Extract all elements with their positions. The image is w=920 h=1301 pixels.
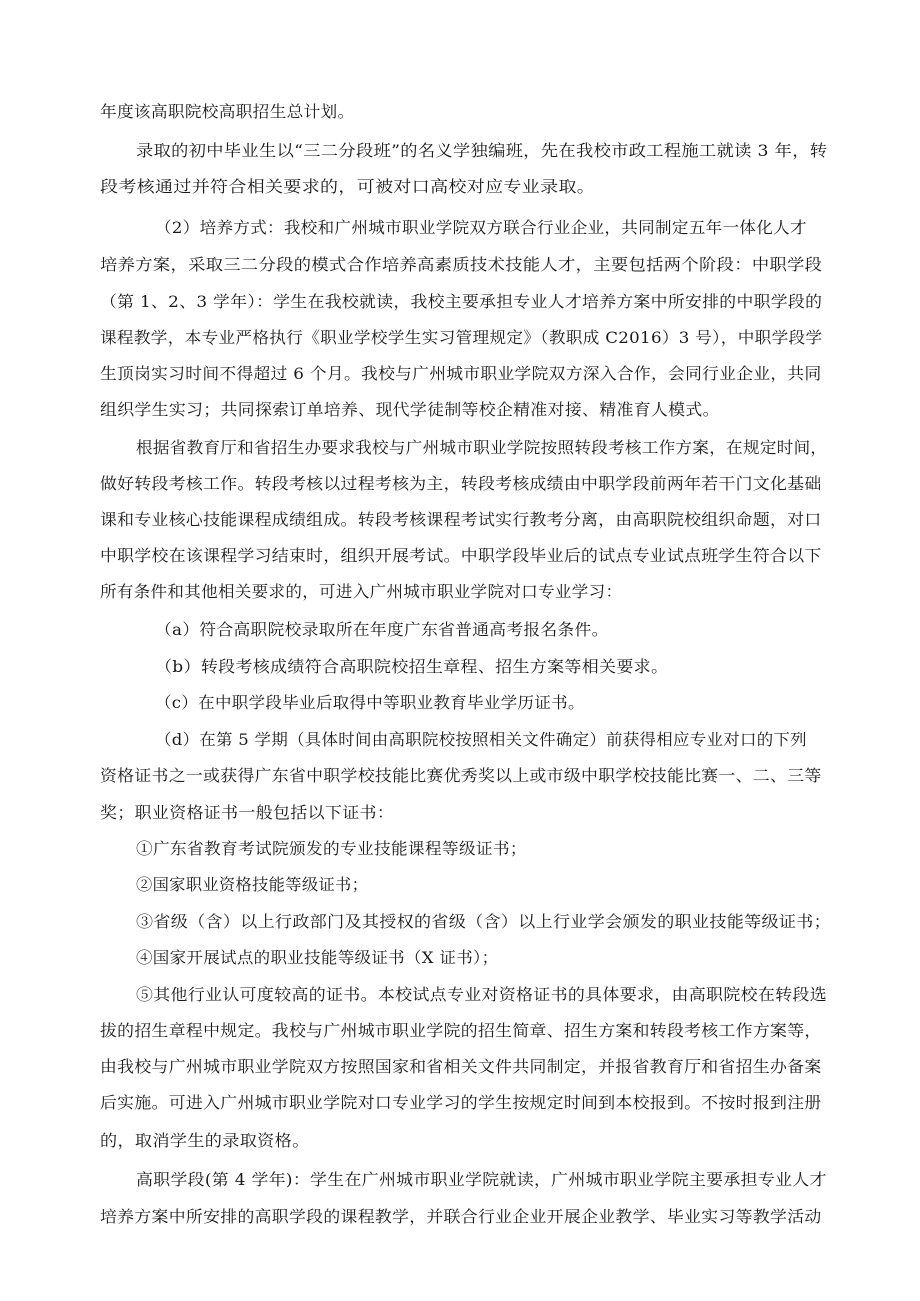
paragraph-line: 组织学生实习；共同探索订单培养、现代学徒制等校企精准对接、精准育人模式。: [100, 400, 720, 419]
paragraph-line: （2）培养方式：我校和广州城市职业学院双方联合行业企业，共同制定五年一体化人才: [155, 218, 807, 237]
paragraph-line: 后实施。可进入广州城市职业学院对口专业学习的学生按规定时间到本校报到。不按时报到注册: [100, 1093, 822, 1112]
paragraph-line: 生顶岗实习时间不得超过 6 个月。我校与广州城市职业学院双方深入合作，会同行业企业，共同: [100, 364, 822, 383]
paragraph-line: （d）在第 5 学期（具体时间由高职院校按照相关文件确定）前获得相应专业对口的下列: [155, 730, 807, 749]
paragraph-line: 资格证书之一或获得广东省中职学校技能比赛优秀奖以上或市级中职学校技能比赛一、二、三等: [100, 766, 822, 785]
paragraph-line: （b）转段考核成绩符合高职院校招生章程、招生方案等相关要求。: [155, 657, 669, 676]
paragraph-line: 高职学段(第 4 学年)：学生在广州城市职业学院就读，广州城市职业学院主要承担专业人才: [136, 1170, 827, 1189]
paragraph-line: 由我校与广州城市职业学院双方按照国家和省相关文件共同制定，并报省教育厅和省招生办备案: [100, 1057, 822, 1076]
paragraph-line: ⑤其他行业认可度较高的证书。本校试点专业对资格证书的具体要求，由高职院校在转段选: [136, 985, 828, 1004]
paragraph-line: （c）在中职学段毕业后取得中等职业教育毕业学历证书。: [155, 693, 585, 712]
paragraph-line: ③省级（含）以上行政部门及其授权的省级（含）以上行业学会颁发的职业技能等级证书；: [136, 912, 832, 931]
paragraph-line: ②国家职业资格技能等级证书；: [136, 875, 369, 894]
paragraph-line: 的，取消学生的录取资格。: [100, 1131, 310, 1150]
paragraph-line: 拔的招生章程中规定。我校与广州城市职业学院的招生简章、招生方案和转段考核工作方案等，: [100, 1021, 822, 1040]
paragraph-line: （a）符合高职院校录取所在年度广东省普通高考报名条件。: [155, 620, 609, 639]
paragraph-line: 培养方案中所安排的高职学段的课程教学，并联合行业企业开展企业教学、毕业实习等教学活动: [100, 1207, 822, 1226]
paragraph-line: 培养方案，采取三二分段的模式合作培养高素质技术技能人才，主要包括两个阶段：中职学段: [100, 255, 823, 274]
paragraph-line: （第 1、2、3 学年）：学生在我校就读，我校主要承担专业人才培养方案中所安排的中职学段的: [100, 292, 823, 311]
paragraph-line: 所有条件和其他相关要求的，可进入广州城市职业学院对口专业学习：: [100, 582, 623, 601]
paragraph-line: 奖；职业资格证书一般包括以下证书：: [100, 803, 395, 822]
paragraph-line: 段考核通过并符合相关要求的，可被对口高校对应专业录取。: [100, 177, 596, 196]
paragraph-line: 根据省教育厅和省招生办要求我校与广州城市职业学院按照转段考核工作方案，在规定时间，: [136, 438, 828, 457]
paragraph-line: 课和专业核心技能课程成绩组成。转段考核课程考试实行教考分离，由高职院校组织命题，对口: [100, 510, 822, 529]
paragraph-line: 课程教学，本专业严格执行《职业学校学生实习管理规定》（教职成 C2016）3 号），中职学段学: [100, 328, 823, 347]
paragraph-line: ①广东省教育考试院颁发的专业技能课程等级证书；: [136, 839, 527, 858]
paragraph-line: 做好转段考核工作。转段考核以过程考核为主，转段考核成绩由中职学段前两年若干门文化基础: [100, 474, 822, 493]
paragraph-line: 录取的初中毕业生以“三二分段班”的名义学独编班，先在我校市政工程施工就读 3 年，转: [136, 141, 828, 160]
paragraph-line: 年度该高职院校高职招生总计划。: [100, 102, 355, 121]
paragraph-line: ④国家开展试点的职业技能等级证书（X 证书）；: [136, 948, 499, 967]
paragraph-line: 中职学校在该课程学习结束时，组织开展考试。中职学段毕业后的试点专业试点班学生符合以下: [100, 546, 822, 565]
